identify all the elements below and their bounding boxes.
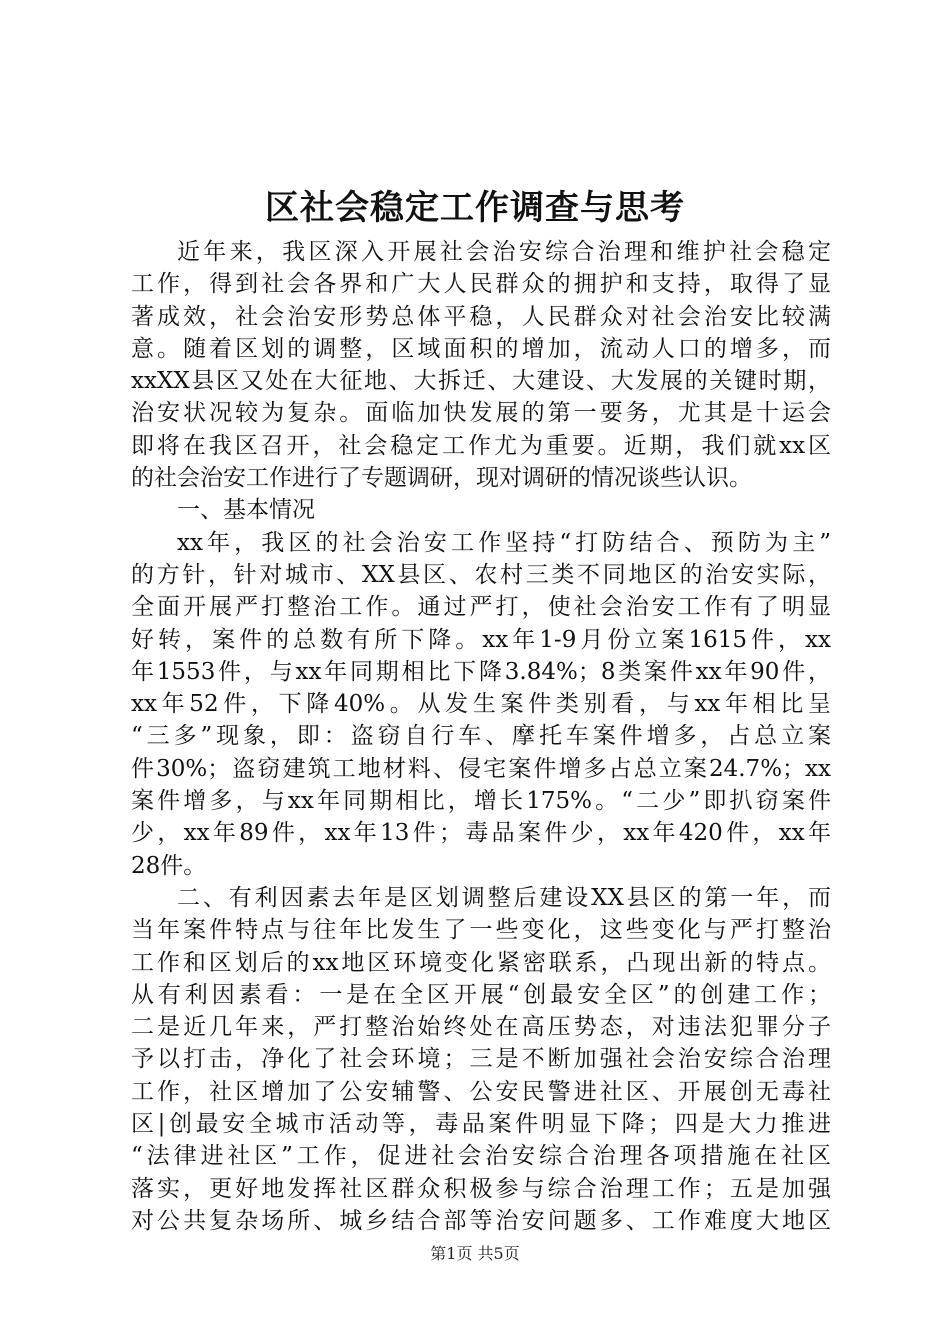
body-line: 二、有利因素去年是区划调整后建设XX县区的第一年，而 <box>177 884 831 911</box>
document-title: 区社会稳定工作调查与思考 <box>265 188 685 228</box>
body-line: 近年来，我区深入开展社会治安综合治理和维护社会稳定 <box>177 239 831 265</box>
page-footer: 第1页 共5页 <box>430 1244 520 1263</box>
body-line: 件30%；盗窃建筑工地材料、侵宅案件增多占总立案24.7%；xx <box>131 755 831 782</box>
body-line: 工作和区划后的xx地区环境变化紧密联系，凸现出新的特点。 <box>131 949 831 976</box>
body-line: 著成效，社会治安形势总体平稳，人民群众对社会治安比较满 <box>131 303 831 330</box>
document-body <box>131 236 831 1237</box>
body-line: 全面开展严打整治工作。通过严打，使社会治安工作有了明显 <box>131 594 831 621</box>
body-line: 好转，案件的总数有所下降。xx年1-9月份立案1615件，xx <box>131 626 831 653</box>
body-line: 工作，社区增加了公安辅警、公安民警进社区、开展创无毒社 <box>131 1078 831 1105</box>
body-line: 少，xx年89件，xx年13件；毒品案件少，xx年420件，xx年 <box>131 820 831 847</box>
body-line: 意。随着区划的调整，区域面积的增加，流动人口的增多，而 <box>131 335 831 362</box>
body-line: 28件。 <box>131 852 207 879</box>
body-line: “法律进社区”工作，促进社会治安综合治理各项措施在社区 <box>131 1143 831 1170</box>
body-line: 治安状况较为复杂。面临加快发展的第一要务，尤其是十运会 <box>131 400 831 427</box>
body-line: 工作，得到社会各界和广大人民群众的拥护和支持，取得了显 <box>131 271 831 298</box>
body-line: 对公共复杂场所、城乡结合部等治安问题多、工作难度大地区 <box>131 1207 831 1234</box>
body-line: 年1553件，与xx年同期相比下降3.84%；8类案件xx年90件， <box>131 658 831 685</box>
body-line: 当年案件特点与往年比发生了一些变化，这些变化与严打整治 <box>131 917 831 944</box>
body-line: 的社会治安工作进行了专题调研，现对调研的情况谈些认识。 <box>131 465 752 492</box>
body-line: 一、基本情况 <box>177 497 315 524</box>
body-line: 二是近几年来，严打整治始终处在高压势态，对违法犯罪分子 <box>131 1014 831 1041</box>
body-line: 从有利因素看：一是在全区开展“创最安全区”的创建工作； <box>131 981 831 1008</box>
body-line: 落实，更好地发挥社区群众积极参与综合治理工作；五是加强 <box>131 1175 831 1202</box>
body-line: 予以打击，净化了社会环境；三是不断加强社会治安综合治理 <box>131 1046 831 1073</box>
body-line: 区|创最安全城市活动等，毒品案件明显下降；四是大力推进 <box>131 1111 831 1138</box>
body-line: 即将在我区召开，社会稳定工作尤为重要。近期，我们就xx区 <box>131 432 831 459</box>
body-line: xx年，我区的社会治安工作坚持“打防结合、预防为主” <box>177 529 831 556</box>
body-line: xx年52件，下降40%。从发生案件类别看，与xx年相比呈 <box>131 691 831 718</box>
body-line: 的方针，针对城市、XX县区、农村三类不同地区的治安实际， <box>131 561 831 588</box>
body-line: 案件增多，与xx年同期相比，增长175%。“二少”即扒窃案件 <box>131 788 831 815</box>
body-line: “三多”现象，即：盗窃自行车、摩托车案件增多，占总立案 <box>131 723 831 750</box>
body-line: xxXX县区又处在大征地、大拆迁、大建设、大发展的关键时期， <box>131 368 831 395</box>
